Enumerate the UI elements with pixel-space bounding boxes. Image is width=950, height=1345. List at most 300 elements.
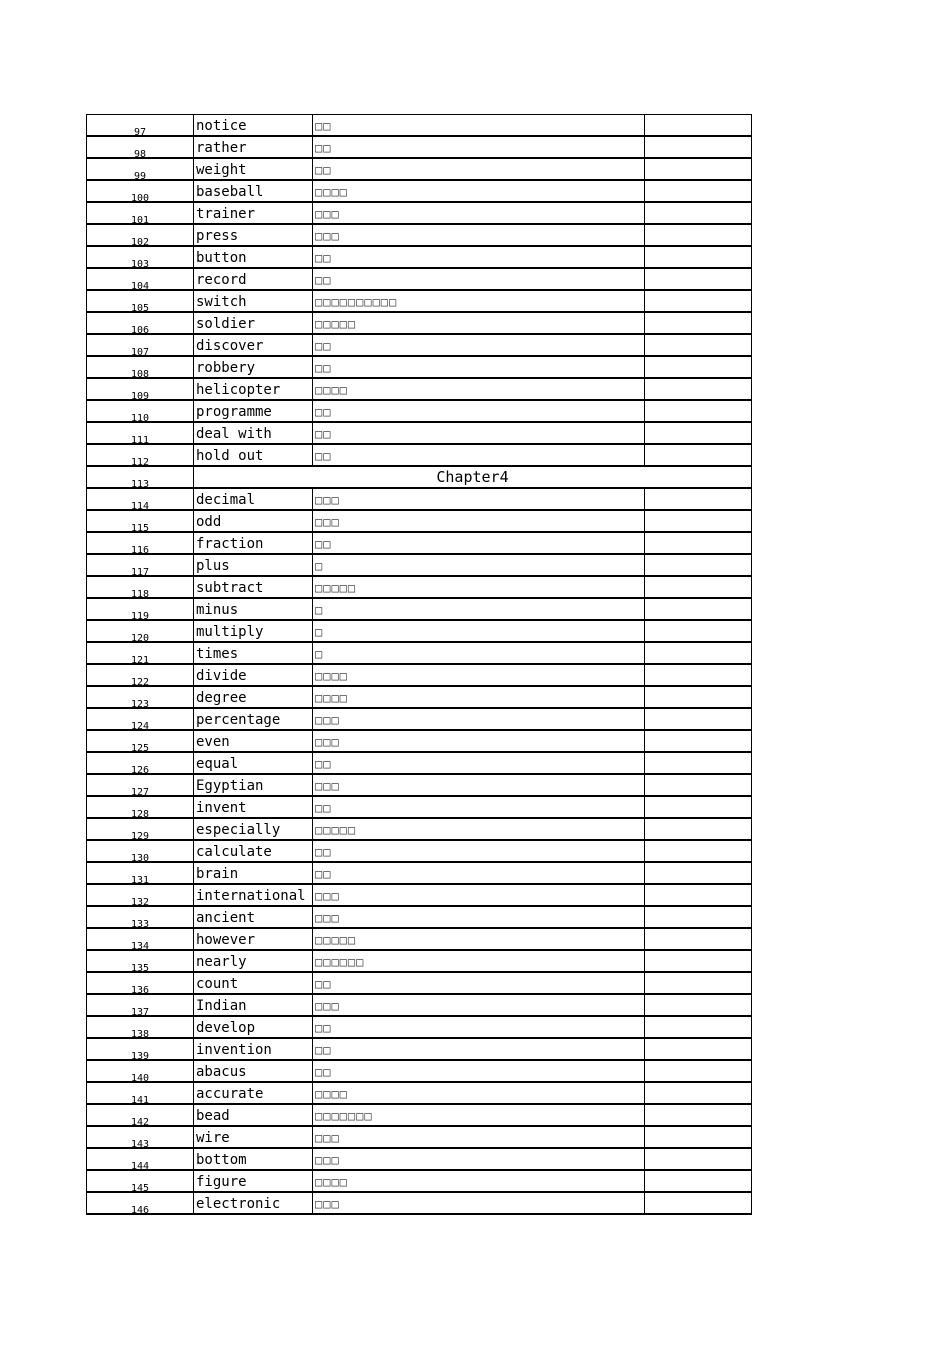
notes-cell (645, 1148, 752, 1170)
row-number-cell (87, 752, 194, 774)
meaning-cell: □□□□ (313, 1082, 645, 1104)
row-number-cell (87, 994, 194, 1016)
row-number: 106 (130, 325, 150, 334)
row-number: 144 (130, 1161, 150, 1170)
notes-cell (645, 312, 752, 334)
meaning-cell: □□ (313, 246, 645, 268)
row-number-cell (87, 158, 194, 180)
meaning-cell: □□ (313, 115, 645, 137)
table-row (87, 1060, 752, 1082)
row-number: 113 (130, 479, 150, 488)
row-number: 104 (130, 281, 150, 290)
row-number: 127 (130, 787, 150, 796)
row-number: 126 (130, 765, 150, 774)
row-number-cell (87, 686, 194, 708)
table-row (87, 620, 752, 642)
notes-cell (645, 290, 752, 312)
row-number-cell (87, 620, 194, 642)
meaning-cell: □□□□□□ (313, 950, 645, 972)
notes-cell (645, 928, 752, 950)
notes-cell (645, 1192, 752, 1214)
table-row (87, 818, 752, 840)
row-number: 105 (130, 303, 150, 312)
row-number-cell (87, 796, 194, 818)
row-number: 110 (130, 413, 150, 422)
row-number-cell (87, 862, 194, 884)
row-number: 130 (130, 853, 150, 862)
row-number-cell (87, 950, 194, 972)
row-number-cell (87, 290, 194, 312)
table-row (87, 840, 752, 862)
table-row (87, 1192, 752, 1214)
word-cell: electronic (194, 1192, 313, 1214)
meaning-cell: □□□ (313, 906, 645, 928)
word-cell: robbery (194, 356, 313, 378)
table-row (87, 554, 752, 576)
row-number-cell (87, 224, 194, 246)
row-number: 120 (130, 633, 150, 642)
meaning-cell: □□ (313, 356, 645, 378)
row-number-cell (87, 400, 194, 422)
table-row (87, 664, 752, 686)
row-number-cell (87, 202, 194, 224)
vocabulary-table (86, 114, 752, 1215)
row-number-cell (87, 730, 194, 752)
meaning-cell: □□ (313, 972, 645, 994)
meaning-cell: □□ (313, 532, 645, 554)
notes-cell (645, 620, 752, 642)
notes-cell (645, 840, 752, 862)
notes-cell (645, 334, 752, 356)
vocabulary-table-body (87, 115, 752, 1215)
notes-cell (645, 268, 752, 290)
meaning-cell: □□□□□ (313, 312, 645, 334)
row-number: 141 (130, 1095, 150, 1104)
row-number-cell (87, 1104, 194, 1126)
word-cell: hold out (194, 444, 313, 466)
word-cell: divide (194, 664, 313, 686)
row-number: 123 (130, 699, 150, 708)
row-number-cell (87, 598, 194, 620)
table-row (87, 950, 752, 972)
row-number: 142 (130, 1117, 150, 1126)
row-number: 140 (130, 1073, 150, 1082)
meaning-cell: □□□ (313, 730, 645, 752)
row-number: 101 (130, 215, 150, 224)
table-row (87, 1082, 752, 1104)
notes-cell (645, 224, 752, 246)
row-number-cell (87, 1038, 194, 1060)
meaning-cell: □□□ (313, 774, 645, 796)
word-cell: however (194, 928, 313, 950)
meaning-cell: □□ (313, 752, 645, 774)
row-number-cell (87, 840, 194, 862)
row-number-cell (87, 510, 194, 532)
notes-cell (645, 730, 752, 752)
notes-cell (645, 115, 752, 137)
row-number-cell (87, 1148, 194, 1170)
notes-cell (645, 158, 752, 180)
table-row (87, 202, 752, 224)
row-number: 98 (133, 149, 147, 158)
row-number: 103 (130, 259, 150, 268)
row-number: 139 (130, 1051, 150, 1060)
meaning-cell: □□ (313, 268, 645, 290)
meaning-cell: □□□ (313, 884, 645, 906)
meaning-cell: □□□□□ (313, 818, 645, 840)
row-number: 119 (130, 611, 150, 620)
notes-cell (645, 180, 752, 202)
word-cell: baseball (194, 180, 313, 202)
word-cell: soldier (194, 312, 313, 334)
table-row (87, 1170, 752, 1192)
notes-cell (645, 1038, 752, 1060)
table-row (87, 378, 752, 400)
word-cell: brain (194, 862, 313, 884)
meaning-cell: □□ (313, 444, 645, 466)
meaning-cell: □□□ (313, 224, 645, 246)
word-cell: even (194, 730, 313, 752)
row-number-cell (87, 466, 194, 488)
word-cell: Egyptian (194, 774, 313, 796)
row-number: 108 (130, 369, 150, 378)
table-row (87, 158, 752, 180)
notes-cell (645, 752, 752, 774)
notes-cell (645, 774, 752, 796)
word-cell: figure (194, 1170, 313, 1192)
row-number-cell (87, 884, 194, 906)
notes-cell (645, 510, 752, 532)
row-number: 115 (130, 523, 150, 532)
table-row (87, 268, 752, 290)
notes-cell (645, 488, 752, 510)
word-cell: times (194, 642, 313, 664)
row-number-cell (87, 1060, 194, 1082)
meaning-cell: □ (313, 554, 645, 576)
meaning-cell: □□ (313, 400, 645, 422)
row-number: 99 (133, 171, 147, 180)
row-number: 128 (130, 809, 150, 818)
notes-cell (645, 950, 752, 972)
word-cell: weight (194, 158, 313, 180)
meaning-cell: □□ (313, 840, 645, 862)
meaning-cell: □□□□□ (313, 576, 645, 598)
meaning-cell: □ (313, 598, 645, 620)
meaning-cell: □□□□□□□ (313, 1104, 645, 1126)
word-cell: subtract (194, 576, 313, 598)
notes-cell (645, 906, 752, 928)
notes-cell (645, 356, 752, 378)
row-number-cell (87, 334, 194, 356)
notes-cell (645, 818, 752, 840)
notes-cell (645, 796, 752, 818)
row-number: 132 (130, 897, 150, 906)
table-row (87, 224, 752, 246)
meaning-cell: □□□□ (313, 180, 645, 202)
row-number-cell (87, 642, 194, 664)
notes-cell (645, 1170, 752, 1192)
word-cell: develop (194, 1016, 313, 1038)
table-row (87, 356, 752, 378)
notes-cell (645, 1082, 752, 1104)
notes-cell (645, 1104, 752, 1126)
word-cell: invent (194, 796, 313, 818)
meaning-cell: □□□ (313, 1126, 645, 1148)
notes-cell (645, 246, 752, 268)
notes-cell (645, 554, 752, 576)
word-cell: fraction (194, 532, 313, 554)
word-cell: count (194, 972, 313, 994)
word-cell: Indian (194, 994, 313, 1016)
row-number: 138 (130, 1029, 150, 1038)
row-number: 122 (130, 677, 150, 686)
word-cell: ancient (194, 906, 313, 928)
table-row (87, 334, 752, 356)
table-row (87, 400, 752, 422)
table-row (87, 708, 752, 730)
meaning-cell: □ (313, 642, 645, 664)
meaning-cell: □□□ (313, 1148, 645, 1170)
notes-cell (645, 1060, 752, 1082)
meaning-cell: □□ (313, 1038, 645, 1060)
row-number: 143 (130, 1139, 150, 1148)
table-row (87, 246, 752, 268)
meaning-cell: □□□ (313, 202, 645, 224)
table-row (87, 994, 752, 1016)
word-cell: press (194, 224, 313, 246)
notes-cell (645, 598, 752, 620)
table-row (87, 598, 752, 620)
table-row (87, 642, 752, 664)
row-number: 133 (130, 919, 150, 928)
row-number-cell (87, 115, 194, 137)
row-number-cell (87, 246, 194, 268)
word-cell: invention (194, 1038, 313, 1060)
table-row (87, 510, 752, 532)
word-cell: record (194, 268, 313, 290)
row-number-cell (87, 774, 194, 796)
table-row (87, 1016, 752, 1038)
row-number-cell (87, 532, 194, 554)
row-number: 114 (130, 501, 150, 510)
notes-cell (645, 202, 752, 224)
row-number: 100 (130, 193, 150, 202)
word-cell: notice (194, 115, 313, 137)
row-number-cell (87, 818, 194, 840)
table-row (87, 884, 752, 906)
row-number: 136 (130, 985, 150, 994)
notes-cell (645, 972, 752, 994)
meaning-cell: □□ (313, 1016, 645, 1038)
table-row (87, 532, 752, 554)
row-number-cell (87, 928, 194, 950)
meaning-cell: □□□ (313, 994, 645, 1016)
word-cell: degree (194, 686, 313, 708)
row-number: 111 (130, 435, 150, 444)
word-cell: deal with (194, 422, 313, 444)
word-cell: wire (194, 1126, 313, 1148)
notes-cell (645, 994, 752, 1016)
row-number-cell (87, 1192, 194, 1214)
meaning-cell: □□□□ (313, 1170, 645, 1192)
table-row (87, 422, 752, 444)
table-row (87, 686, 752, 708)
meaning-cell: □□□ (313, 1192, 645, 1214)
table-row (87, 1126, 752, 1148)
row-number: 97 (133, 127, 147, 136)
notes-cell (645, 136, 752, 158)
row-number-cell (87, 576, 194, 598)
row-number-cell (87, 268, 194, 290)
meaning-cell: □□□□ (313, 378, 645, 400)
word-cell: decimal (194, 488, 313, 510)
word-cell: especially (194, 818, 313, 840)
table-row (87, 312, 752, 334)
table-row (87, 290, 752, 312)
word-cell: multiply (194, 620, 313, 642)
word-cell: nearly (194, 950, 313, 972)
row-number: 118 (130, 589, 150, 598)
word-cell: minus (194, 598, 313, 620)
row-number-cell (87, 422, 194, 444)
notes-cell (645, 444, 752, 466)
row-number-cell (87, 1126, 194, 1148)
row-number: 134 (130, 941, 150, 950)
table-row (87, 928, 752, 950)
table-row (87, 752, 752, 774)
notes-cell (645, 532, 752, 554)
row-number: 145 (130, 1183, 150, 1192)
table-row (87, 862, 752, 884)
row-number: 137 (130, 1007, 150, 1016)
notes-cell (645, 422, 752, 444)
meaning-cell: □□□ (313, 510, 645, 532)
table-row (87, 730, 752, 752)
word-cell: bead (194, 1104, 313, 1126)
row-number-cell (87, 488, 194, 510)
notes-cell (645, 664, 752, 686)
row-number: 117 (130, 567, 150, 576)
row-number: 116 (130, 545, 150, 554)
meaning-cell: □□ (313, 422, 645, 444)
row-number-cell (87, 444, 194, 466)
word-cell: percentage (194, 708, 313, 730)
word-cell: helicopter (194, 378, 313, 400)
meaning-cell: □□□ (313, 708, 645, 730)
row-number: 121 (130, 655, 150, 664)
meaning-cell: □ (313, 620, 645, 642)
row-number-cell (87, 312, 194, 334)
meaning-cell: □□ (313, 862, 645, 884)
row-number-cell (87, 1016, 194, 1038)
word-cell: equal (194, 752, 313, 774)
table-row (87, 115, 752, 137)
table-row (87, 1148, 752, 1170)
table-row (87, 444, 752, 466)
notes-cell (645, 708, 752, 730)
word-cell: trainer (194, 202, 313, 224)
table-row (87, 1104, 752, 1126)
notes-cell (645, 1016, 752, 1038)
row-number: 102 (130, 237, 150, 246)
table-row (87, 180, 752, 202)
word-cell: bottom (194, 1148, 313, 1170)
word-cell: accurate (194, 1082, 313, 1104)
notes-cell (645, 378, 752, 400)
row-number-cell (87, 554, 194, 576)
row-number-cell (87, 356, 194, 378)
meaning-cell: □□ (313, 158, 645, 180)
table-row (87, 488, 752, 510)
table-row (87, 1038, 752, 1060)
chapter-title: Chapter4 (194, 466, 752, 488)
meaning-cell: □□ (313, 1060, 645, 1082)
row-number-cell (87, 1170, 194, 1192)
row-number: 129 (130, 831, 150, 840)
notes-cell (645, 576, 752, 598)
row-number: 146 (130, 1205, 150, 1214)
meaning-cell: □□□□□□□□□□ (313, 290, 645, 312)
word-cell: rather (194, 136, 313, 158)
meaning-cell: □□ (313, 796, 645, 818)
row-number-cell (87, 972, 194, 994)
row-number-cell (87, 378, 194, 400)
meaning-cell: □□□□ (313, 664, 645, 686)
word-cell: international (194, 884, 313, 906)
row-number: 124 (130, 721, 150, 730)
table-row (87, 796, 752, 818)
word-cell: odd (194, 510, 313, 532)
word-cell: plus (194, 554, 313, 576)
table-row (87, 906, 752, 928)
word-cell: switch (194, 290, 313, 312)
table-row (87, 576, 752, 598)
meaning-cell: □□□□ (313, 686, 645, 708)
row-number-cell (87, 664, 194, 686)
word-cell: button (194, 246, 313, 268)
word-cell: calculate (194, 840, 313, 862)
meaning-cell: □□□ (313, 488, 645, 510)
row-number-cell (87, 180, 194, 202)
notes-cell (645, 1126, 752, 1148)
word-cell: discover (194, 334, 313, 356)
table-row (87, 774, 752, 796)
word-cell: abacus (194, 1060, 313, 1082)
row-number-cell (87, 708, 194, 730)
row-number: 109 (130, 391, 150, 400)
notes-cell (645, 862, 752, 884)
meaning-cell: □□ (313, 334, 645, 356)
row-number: 125 (130, 743, 150, 752)
row-number-cell (87, 1082, 194, 1104)
meaning-cell: □□□□□ (313, 928, 645, 950)
row-number-cell (87, 136, 194, 158)
row-number: 135 (130, 963, 150, 972)
row-number: 131 (130, 875, 150, 884)
notes-cell (645, 686, 752, 708)
notes-cell (645, 642, 752, 664)
row-number: 107 (130, 347, 150, 356)
table-row (87, 972, 752, 994)
word-cell: programme (194, 400, 313, 422)
meaning-cell: □□ (313, 136, 645, 158)
table-row (87, 136, 752, 158)
row-number: 112 (130, 457, 150, 466)
chapter-header-row (87, 466, 752, 488)
row-number-cell (87, 906, 194, 928)
notes-cell (645, 884, 752, 906)
notes-cell (645, 400, 752, 422)
